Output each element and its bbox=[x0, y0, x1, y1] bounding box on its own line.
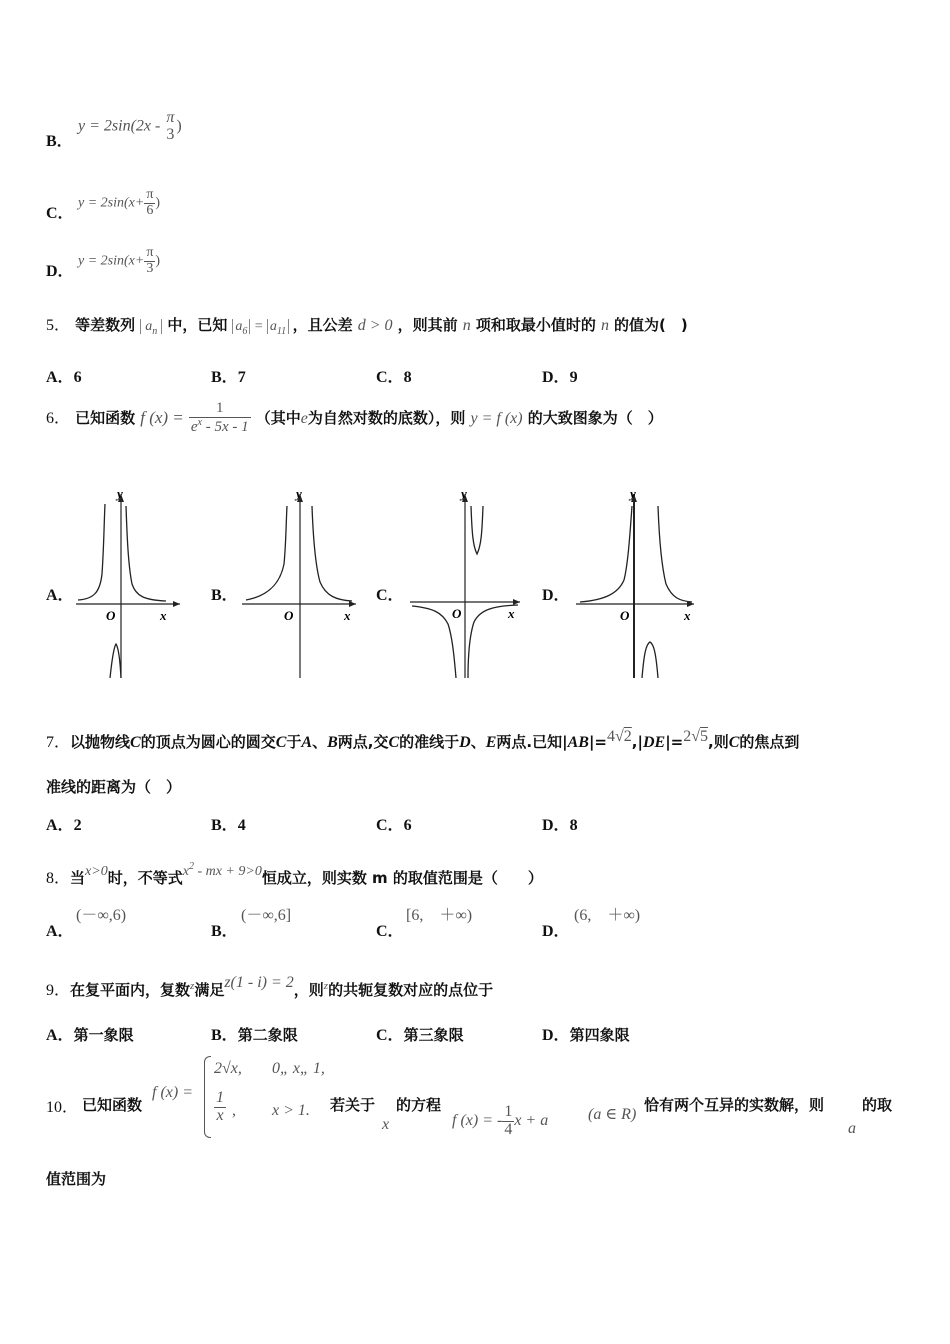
q7-option-a[interactable]: A．2 bbox=[46, 817, 82, 834]
curve-right bbox=[126, 506, 166, 601]
q8-option-d[interactable]: D． bbox=[542, 923, 570, 940]
q5-option-b[interactable]: B．7 bbox=[211, 369, 246, 386]
q10-text-2: 若关于 bbox=[330, 1096, 376, 1114]
q10-number: 10． bbox=[46, 1099, 79, 1116]
q10-text-3: 的方程 bbox=[396, 1096, 442, 1114]
q6-text-4: 的大致图象为（ ） bbox=[527, 409, 663, 427]
q6-text-3: 为自然对数的底数），则 bbox=[307, 409, 466, 427]
y-axis-label: y bbox=[296, 486, 302, 501]
q7-option-d[interactable]: D．8 bbox=[542, 817, 578, 834]
q6-number: 6． bbox=[46, 410, 71, 427]
q5-text-2: 中，已知 bbox=[167, 316, 228, 334]
q10-function-lhs: f (x) = bbox=[152, 1084, 193, 1101]
q7-line-2: 准线的距离为（ ） bbox=[46, 778, 182, 796]
q9-option-c[interactable]: C．第三象限 bbox=[376, 1026, 464, 1044]
q4-option-c-label: C． bbox=[46, 205, 74, 222]
curve-right bbox=[658, 506, 692, 602]
origin-label: O bbox=[106, 608, 116, 623]
q7-option-c[interactable]: C．6 bbox=[376, 817, 412, 834]
curve-bottom bbox=[110, 644, 121, 678]
x-axis-arrow bbox=[513, 599, 520, 605]
origin-label: O bbox=[620, 608, 630, 623]
q7-number: 7． bbox=[46, 734, 71, 751]
q8-option-b[interactable]: B． bbox=[211, 923, 238, 940]
q4-option-d-formula: y = 2sin(x+ $\frac{\pi}{3}$ ) bbox=[78, 245, 161, 276]
q5-n-1: n bbox=[462, 317, 471, 334]
x-axis-arrow bbox=[173, 601, 180, 607]
y-axis-label: y bbox=[630, 486, 636, 501]
y-axis-label: y bbox=[117, 486, 123, 501]
q8-inequality: $x^2$ - mx + 9>0 bbox=[182, 861, 262, 879]
q10-case-2-comma: , bbox=[232, 1102, 236, 1119]
question-5 bbox=[46, 312, 688, 345]
q6-graph-a[interactable] bbox=[74, 484, 184, 680]
q10-case-2-condition: x > 1. bbox=[272, 1102, 310, 1119]
x-axis-label: x bbox=[344, 608, 351, 623]
question-6 bbox=[46, 398, 663, 439]
q10-case-1-expr: 2√x, bbox=[214, 1060, 242, 1077]
q6-graph-b[interactable] bbox=[240, 484, 360, 680]
q10-line-2: 值范围为 bbox=[46, 1170, 107, 1188]
q9-option-a[interactable]: A．第一象限 bbox=[46, 1026, 134, 1044]
q6-function-fraction: $\frac{1}{e^x - 5x - 1}$ bbox=[190, 400, 249, 435]
q6-option-b-label[interactable]: B． bbox=[211, 587, 238, 604]
q7-value-ab: 4√2 bbox=[606, 728, 632, 745]
q10-var-x: x bbox=[382, 1116, 390, 1133]
q8-option-c[interactable]: C． bbox=[376, 923, 404, 940]
x-axis-label: x bbox=[508, 606, 515, 621]
q6-e: e bbox=[300, 410, 308, 427]
question-7: 7．以抛物线C的顶点为圆心的圆交C于A、B两点,交C的准线于D、E两点.已知|AB|=4√2,|DE|=2√5,则C的焦点到 bbox=[46, 728, 800, 751]
q6-option-a-label[interactable]: A． bbox=[46, 587, 74, 604]
q10-text-1: 已知函数 bbox=[82, 1096, 143, 1114]
q4-option-d-label: D． bbox=[46, 263, 74, 280]
x-axis-label: x bbox=[160, 608, 167, 623]
q6-option-d-label[interactable]: D． bbox=[542, 587, 570, 604]
q9-option-d[interactable]: D．第四象限 bbox=[542, 1026, 630, 1044]
q10-var-a: a bbox=[848, 1120, 856, 1137]
q10-case-2-expr: $\frac{1}{x}$ bbox=[216, 1089, 224, 1124]
q5-number: 5． bbox=[46, 317, 71, 334]
q5-abs-equation: $a_6 = a_{11}$ bbox=[232, 319, 292, 334]
q5-text-5: 项和取最小值时的 bbox=[475, 316, 596, 334]
origin-label: O bbox=[284, 608, 294, 623]
q5-text-1: 等差数列 bbox=[75, 316, 136, 334]
q5-option-c[interactable]: C．8 bbox=[376, 369, 412, 386]
q9-option-b[interactable]: B．第二象限 bbox=[211, 1026, 298, 1044]
q6-y-expression: y = f (x) bbox=[470, 410, 523, 427]
q10-piecewise-brace bbox=[204, 1056, 211, 1138]
question-9: 9．在复平面内，复数$^z$满足z(1 - i) = 2，则$^z$的共轭复数对应的点位于 bbox=[46, 974, 494, 999]
curve-left bbox=[580, 506, 632, 602]
q5-text-3: ，且公差 bbox=[292, 316, 353, 334]
q10-text-4: 恰有两个互异的实数解，则 bbox=[644, 1096, 825, 1114]
q5-sequence: $a_n$ bbox=[140, 319, 162, 334]
x-axis-arrow bbox=[349, 601, 356, 607]
curve-left bbox=[246, 506, 287, 600]
q8-option-c-value: [6, ＋∞) bbox=[406, 907, 473, 924]
q9-equation: z(1 - i) = 2 bbox=[224, 974, 294, 991]
q6-function-lhs: f (x) = bbox=[140, 408, 184, 427]
curve-bottom bbox=[642, 642, 658, 678]
q6-text-2: （其中 bbox=[255, 409, 301, 427]
q5-n-2: n bbox=[600, 317, 609, 334]
curve-left bbox=[78, 504, 105, 600]
q5-text-4: ，则其前 bbox=[397, 316, 458, 334]
q9-number: 9． bbox=[46, 982, 71, 999]
q8-options bbox=[46, 902, 746, 942]
q5-text-6: 的值为( ) bbox=[614, 316, 688, 334]
question-8: 8．当x>0时，不等式$x^2$ - mx + 9>0恒成立，则实数 m 的取值范围是（ ） bbox=[46, 861, 543, 887]
x-axis-label: x bbox=[684, 608, 691, 623]
curve-top bbox=[471, 506, 483, 554]
q4-option-b-formula: y = 2sin(2x - π 3 ) bbox=[78, 109, 182, 143]
q10-equation: f (x) = - $\frac{1}{4}$ x + a bbox=[452, 1103, 549, 1138]
q4-option-c-formula: y = 2sin(x+ $\frac{\pi}{6}$ ) bbox=[78, 187, 161, 218]
q6-text-1: 已知函数 bbox=[75, 409, 136, 427]
q5-condition: d > 0 bbox=[357, 317, 393, 334]
q8-number: 8． bbox=[46, 870, 71, 887]
q8-option-a[interactable]: A． bbox=[46, 923, 74, 940]
q8-option-d-value: (6, ＋∞) bbox=[574, 907, 641, 924]
curve-right bbox=[312, 506, 352, 601]
q5-option-d[interactable]: D．9 bbox=[542, 369, 578, 386]
q8-option-b-value: (－∞,6] bbox=[241, 907, 292, 924]
q4-option-b-label: B． bbox=[46, 133, 73, 150]
y-axis-label: y bbox=[461, 486, 467, 501]
origin-label: O bbox=[452, 606, 462, 621]
q7-value-de: 2√5 bbox=[683, 728, 709, 745]
q7-option-b[interactable]: B．4 bbox=[211, 817, 246, 834]
q8-option-a-value: (－∞,6) bbox=[76, 907, 127, 924]
q6-graph-d[interactable] bbox=[574, 484, 698, 680]
q6-graph-c[interactable] bbox=[408, 484, 524, 680]
q5-option-a[interactable]: A．6 bbox=[46, 369, 82, 386]
q10-condition: (a ∈ R) bbox=[588, 1106, 637, 1123]
q10-case-1-condition: 0„ x„ 1, bbox=[272, 1060, 325, 1077]
q6-option-c-label[interactable]: C． bbox=[376, 587, 404, 604]
q8-condition: x>0 bbox=[85, 864, 108, 879]
q10-text-5: 的取 bbox=[862, 1096, 893, 1114]
curve-left bbox=[412, 606, 456, 678]
